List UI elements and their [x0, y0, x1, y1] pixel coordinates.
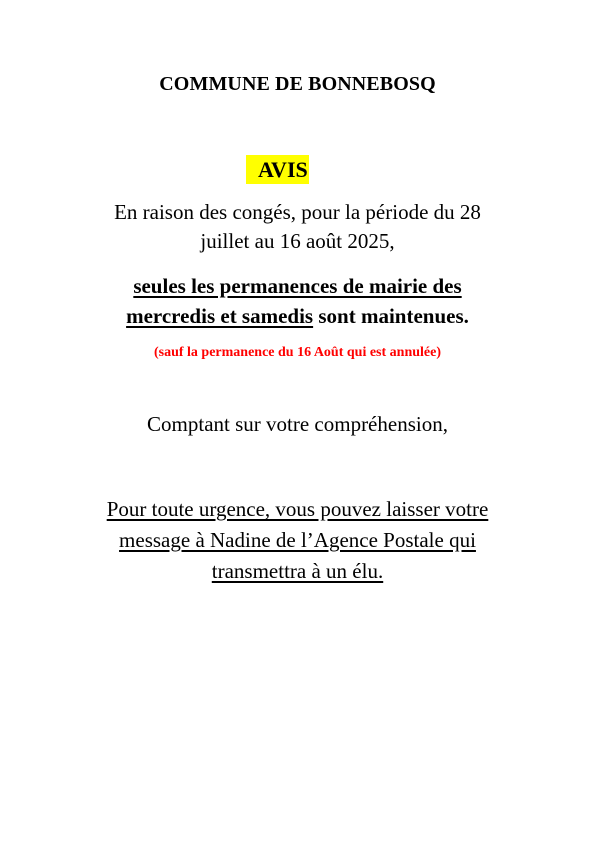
maintained-line-1: seules les permanences de mairie des — [133, 274, 462, 298]
notice-label: AVIS — [246, 155, 309, 184]
urgency-paragraph — [0, 494, 595, 587]
urgency-line-1: Pour toute urgence, vous pouvez laisser votre — [106, 497, 489, 521]
urgency-line-2: message à Nadine de l’Agence Postale qui — [119, 528, 476, 552]
intro-paragraph — [0, 198, 595, 256]
maintained-line-2-rest: sont maintenues. — [313, 304, 469, 328]
notice-label-wrapper — [246, 155, 309, 184]
intro-line-1: En raison des congés, pour la période du 28 — [114, 200, 481, 224]
urgency-line-3: transmettra à un élu. — [211, 559, 384, 583]
page-title: COMMUNE DE BONNEBOSQ — [159, 73, 436, 95]
exception-note: (sauf la permanence du 16 Août qui est annulée) — [153, 345, 442, 360]
intro-line-2: juillet au 16 août 2025, — [200, 229, 395, 253]
maintained-days: mercredis et samedis — [126, 304, 314, 328]
maintained-paragraph — [0, 271, 595, 331]
closing-text: Comptant sur votre compréhension, — [147, 412, 448, 436]
